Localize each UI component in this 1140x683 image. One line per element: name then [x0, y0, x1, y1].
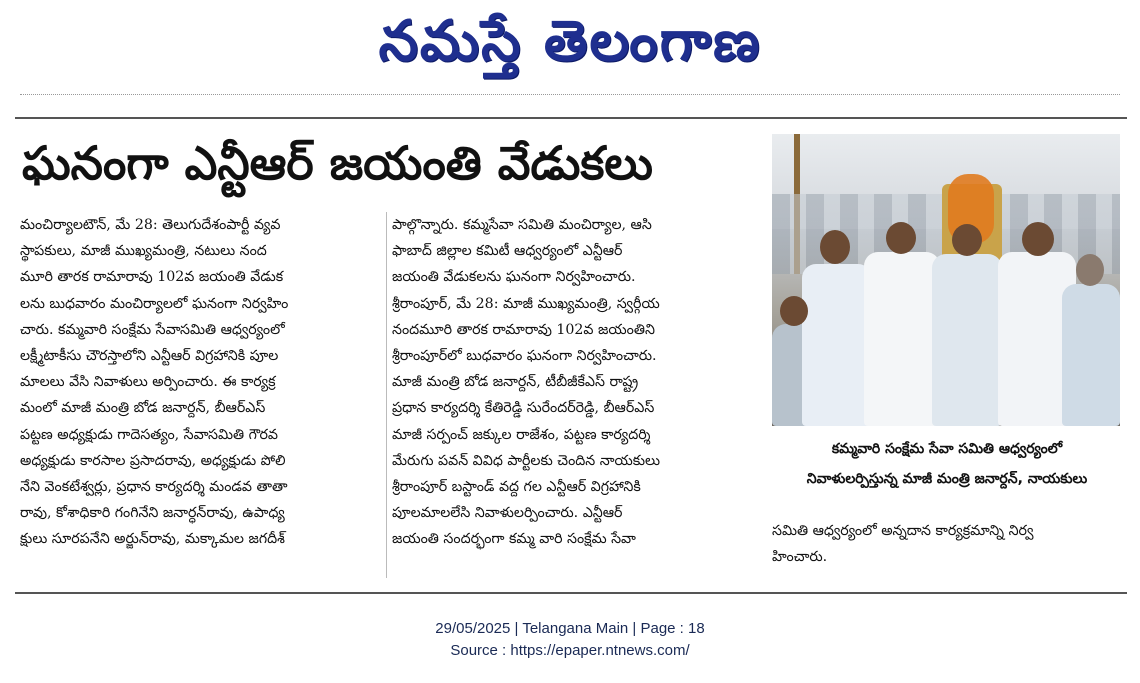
masthead [0, 0, 1140, 90]
body-line: మాలలు వేసి నివాళులు అర్పించారు. ఈ కార్యక్ర [20, 374, 276, 391]
body-line: అధ్యక్షుడు కారసాల ప్రసాదరావు, అధ్యక్షుడు పోలి [20, 452, 286, 469]
photo-person [802, 264, 872, 426]
article-headline: ఘనంగా ఎన్టీఆర్ జయంతి వేడుకలు [22, 136, 653, 190]
photo-person-head [952, 224, 982, 256]
body-line: మూరి తారక రామారావు 102వ జయంతి వేడుక [20, 269, 284, 286]
body-line: రావు, కోశాధికారి గంగినేని జనార్ధన్‌రావు, ఉపాధ్య [20, 505, 285, 522]
footer-source-link[interactable]: Source : https://epaper.ntnews.com/ [450, 642, 690, 659]
body-line: లక్ష్మీటాకీసు చౌరస్తాలోని ఎన్టీఆర్ విగ్రహానికి పూల [20, 348, 279, 365]
page-footer [0, 618, 1140, 662]
top-rule [15, 117, 1127, 119]
body-line: లను బుధవారం మంచిర్యాలలో ఘనంగా నిర్వహిం [20, 295, 289, 312]
photo-person-head [1076, 254, 1104, 286]
body-line: చారు. కమ్మవారి సంక్షేమ సేవాసమితి ఆధ్వర్యంలో [20, 321, 285, 338]
body-line: నేని వెంకటేశ్వర్లు, ప్రధాన కార్యదర్శి మండవ తాతా [20, 479, 288, 496]
body-line: పట్టణ అధ్యక్షుడు గాదెసత్యం, సేవాసమితి గౌరవ [20, 426, 279, 443]
body-line: పాల్గొన్నారు. కమ్మసేవా సమితి మంచిర్యాల, ఆసి [392, 217, 652, 233]
caption-line: కమ్మవారి సంక్షేమ సేవా సమితి ఆధ్వర్యంలో [831, 441, 1063, 457]
photo-person [1062, 284, 1120, 426]
photo-person-head [1022, 222, 1054, 256]
body-line: పూలమాలలేసి నివాళులర్పించారు. ఎన్టీఆర్ [392, 505, 623, 522]
photo-caption [772, 434, 1122, 494]
body-line: స్థాపకులు, మాజీ ముఖ్యమంత్రి, నటులు నంద [20, 243, 267, 260]
body-line: మాజీ సర్పంచ్ జక్కుల రాజేశం, పట్టణ కార్యదర్శి [392, 426, 651, 443]
body-line: మేరుగు పవన్ వివిధ పార్టీలకు చెందిన నాయకులు [392, 452, 661, 469]
bottom-rule [15, 592, 1127, 594]
body-line: సమితి ఆధ్వర్యంలో అన్నదాన కార్యక్రమాన్ని నిర్వ [772, 523, 1034, 539]
photo-person-head [886, 222, 916, 254]
body-line: మాజీ మంత్రి బోడ జనార్దన్, టీబీజీకేఎస్ రాష్ట్ర [392, 374, 639, 391]
body-line: జయంతి వేడుకలను ఘనంగా నిర్వహించారు. [392, 269, 636, 286]
article-photo [772, 134, 1120, 426]
photo-person-head [780, 296, 808, 326]
body-line: మంచిర్యాలటౌన్, మే 28: తెలుగుదేశంపార్టీ వ్యవ [20, 217, 281, 233]
article-column-3 [772, 518, 1124, 578]
caption-line: నివాళులర్పిస్తున్న మాజీ మంత్రి జనార్దన్, నాయకులు [806, 471, 1088, 487]
body-line: జయంతి సందర్భంగా కమ్మ వారి సంక్షేమ సేవా [392, 531, 636, 548]
body-line: ఫాబాద్ జిల్లాల కమిటీ ఆధ్వర్యంలో ఎన్టీఆర్ [392, 243, 623, 260]
body-line: శ్రీరాంపూర్ బస్టాండ్ వద్ద గల ఎన్టీఆర్ విగ్రహానికి [392, 479, 641, 496]
body-line: మంలో మాజీ మంత్రి బోడ జనార్దన్, బీఆర్ఎస్ [20, 400, 266, 417]
article-column-1 [20, 212, 382, 584]
body-line: నందమూరి తారక రామారావు 102వ జయంతిని [392, 321, 655, 338]
body-line: ప్రధాన కార్యదర్శి కేతిరెడ్డి సురేందర్‌రెడ్డి, బీఆర్ఎస్ [392, 400, 655, 417]
photo-person [864, 252, 940, 426]
photo-person [932, 254, 1002, 426]
footer-edition-info: 29/05/2025 | Telangana Main | Page : 18 [435, 620, 705, 637]
photo-person-head [820, 230, 850, 264]
column-divider [386, 212, 387, 578]
masthead-dotted-divider [20, 94, 1120, 101]
article-column-2 [392, 212, 752, 584]
body-line: హించారు. [772, 549, 828, 566]
body-line: క్షులు సూరపనేని అర్జున్‌రావు, మక్కామల జగదీశ్ [20, 531, 285, 548]
newspaper-logo: నమస్తే తెలంగాణ [378, 8, 762, 74]
body-line: శ్రీరాంపూర్, మే 28: మాజీ ముఖ్యమంత్రి, స్వర్గీయ [392, 295, 660, 312]
body-line: శ్రీరాంపూర్‌లో బుధవారం ఘనంగా నిర్వహించారు. [392, 348, 657, 365]
